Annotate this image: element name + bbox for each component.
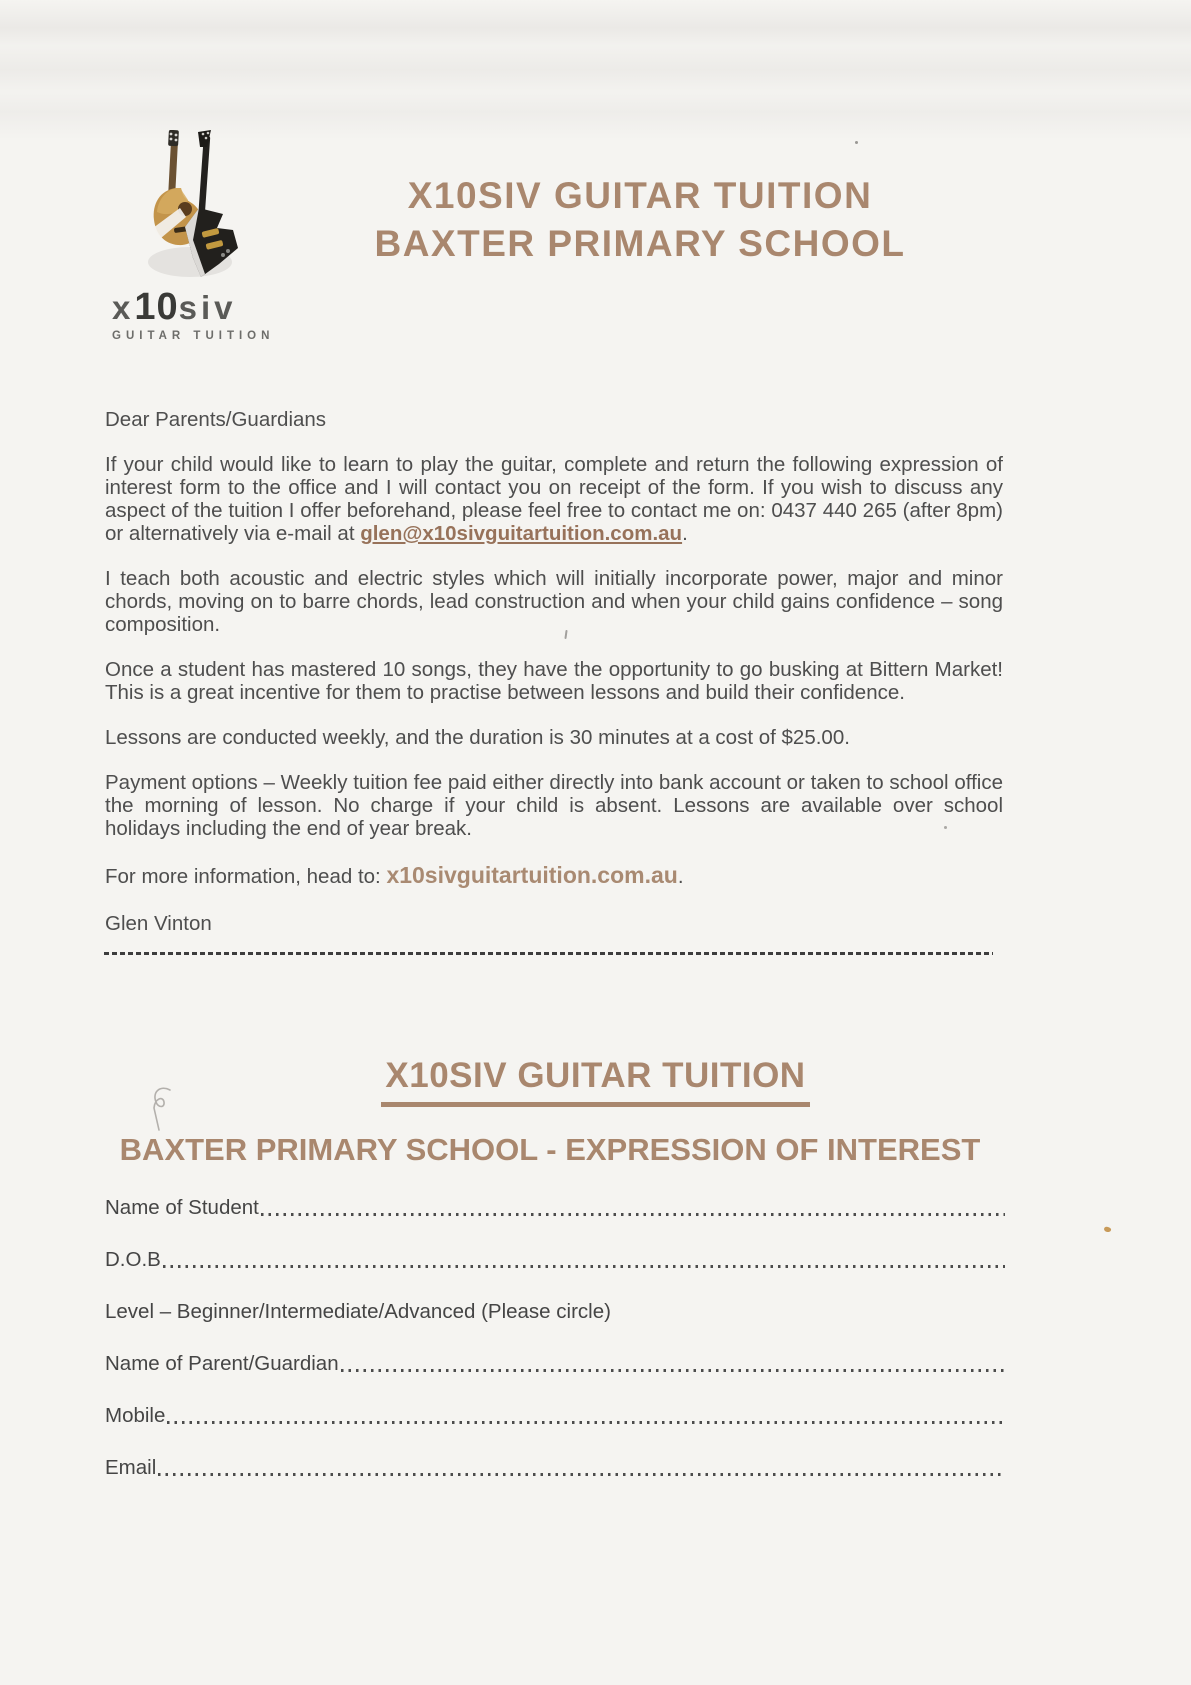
salutation: Dear Parents/Guardians [105,408,327,431]
paragraph-busking: Once a student has mastered 10 songs, they have the opportunity to go busking at Bittern Market! This is a great incentive for them to practise between lessons and build their confidence. [105,658,1003,704]
paragraph-teaching-styles: I teach both acoustic and electric styles which will initially incorporate power, major and minor chords, moving on to barre chords, lead construction and when your child gains confidence – song composition. [105,567,1003,636]
dashed-cut-line [104,952,993,955]
paragraph-more-info [105,862,1003,890]
letter-body [105,408,1003,957]
paragraph-lesson-cost: Lessons are conducted weekly, and the duration is 30 minutes at a cost of $25.00. [105,726,850,749]
logo-wordmark-siv: siv [178,289,237,326]
field-mobile [105,1404,1005,1427]
dotted-fill-line [261,1213,1005,1216]
dotted-fill-line [341,1369,1005,1372]
field-label: Level – Beginner/Intermediate/Advanced (Please circle) [105,1300,611,1323]
field-label: D.O.B [105,1248,161,1271]
dotted-fill-line [167,1421,1005,1424]
document-title-line2: BAXTER PRIMARY SCHOOL [374,223,906,264]
field-label: Email [105,1456,157,1479]
field-email [105,1456,1005,1479]
document-title-line1: X10SIV GUITAR TUITION [407,175,873,216]
document-title [240,172,1040,268]
field-name-of-student [105,1196,1005,1219]
scan-artifact-dot [855,141,858,144]
guitars-logo-image [140,130,242,286]
signature: Glen Vinton [105,912,212,935]
logo-wordmark-x: x [112,289,135,326]
form-title: X10SIV GUITAR TUITION [381,1056,809,1107]
dotted-fill-line [163,1265,1005,1268]
field-label: Name of Parent/Guardian [105,1352,339,1375]
field-level [105,1300,1005,1323]
website-link[interactable]: x10sivguitartuition.com.au [386,862,678,888]
form-subtitle: BAXTER PRIMARY SCHOOL - EXPRESSION OF INTEREST [119,1132,981,1167]
scan-artifact-speck [1103,1226,1111,1233]
paragraph-intro-text: If your child would like to learn to play the guitar, complete and return the following expression of interest form to the office and I will contact you on receipt of the form. If you wish to discuss any aspect of the tuition I offer beforehand, please feel free to contact me on: 0437 440 265 (after 8pm) or alternatively via e-mail at [105,453,1003,545]
paragraph-payment-options: Payment options – Weekly tuition fee paid either directly into bank account or taken to school office the morning of lesson. No charge if your child is absent. Lessons are available over school holidays including the end of year break. [105,771,1003,840]
expression-of-interest-form [105,1196,1005,1508]
field-label: Name of Student [105,1196,259,1219]
field-parent-guardian [105,1352,1005,1375]
paragraph-intro-period: . [682,522,688,545]
logo-wordmark [112,288,282,326]
more-info-text: For more information, head to: [105,865,387,888]
email-link[interactable]: glen@x10sivguitartuition.com.au [360,522,683,545]
logo-wordmark-number: 10 [134,286,179,328]
logo-tagline: GUITAR TUITION [112,330,275,342]
dotted-fill-line [158,1473,1005,1476]
field-dob [105,1248,1005,1271]
field-label: Mobile [105,1404,166,1427]
paragraph-intro [105,453,1003,545]
more-info-period: . [677,865,684,888]
